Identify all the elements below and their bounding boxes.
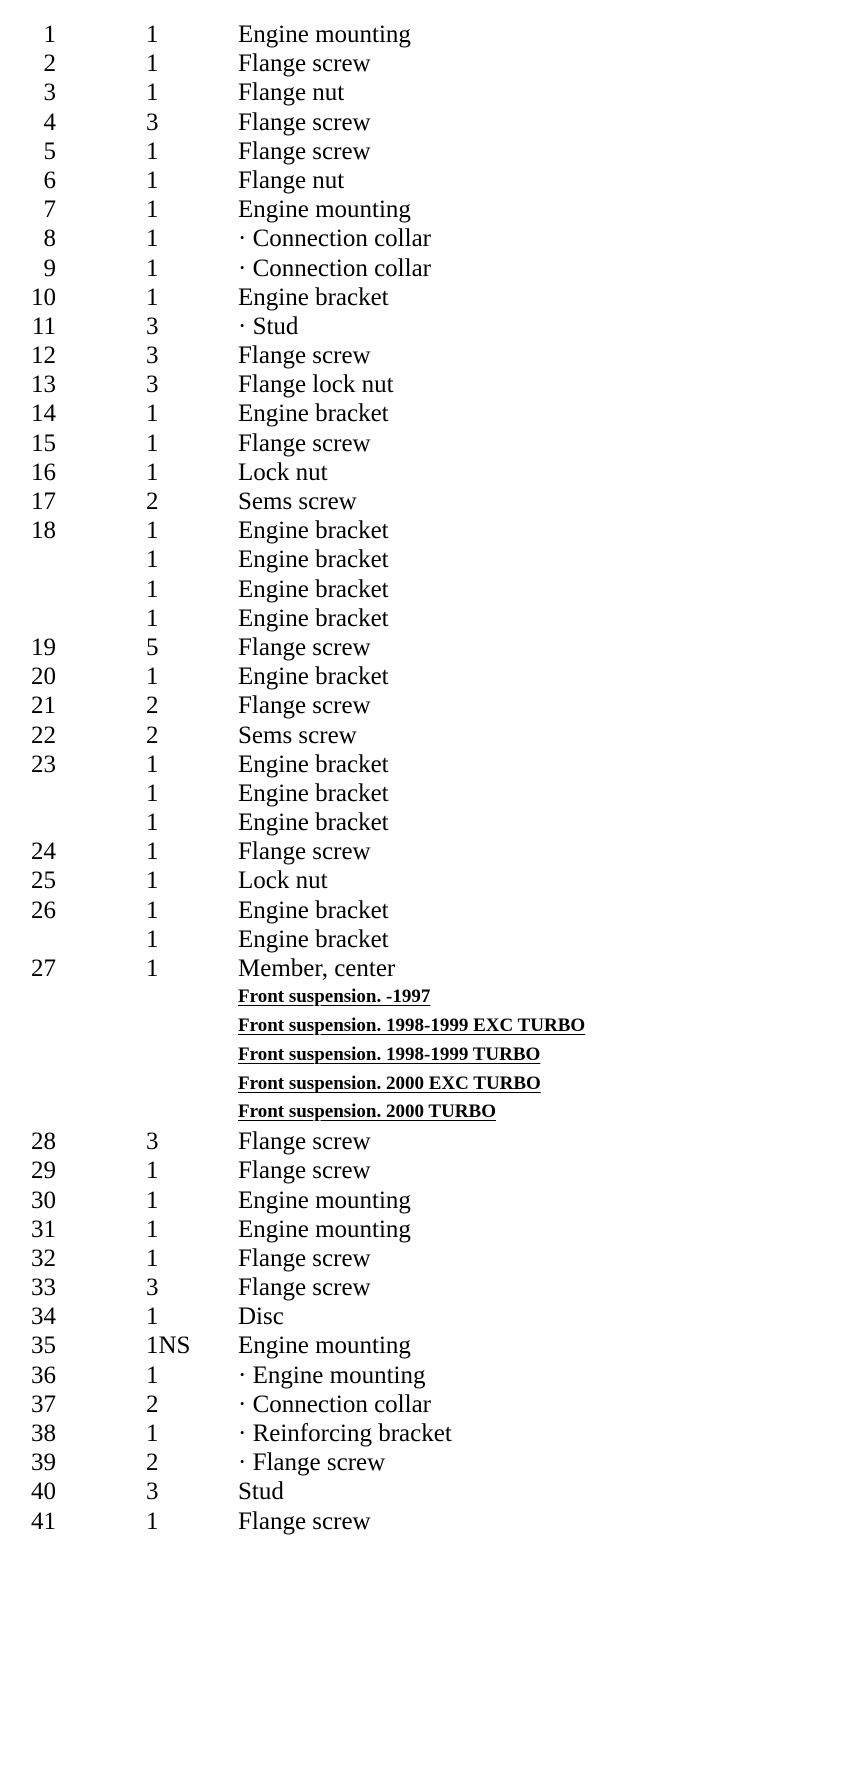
part-description: · Engine mounting — [238, 1361, 426, 1389]
part-description: · Connection collar — [238, 225, 431, 253]
part-quantity: 1 — [146, 1303, 159, 1331]
part-quantity: 1 — [146, 867, 159, 895]
part-row — [0, 1156, 864, 1185]
part-row — [0, 837, 864, 866]
part-description: Engine bracket — [238, 283, 389, 311]
part-quantity: 1 — [146, 166, 159, 194]
part-quantity: 1 — [146, 896, 159, 924]
part-quantity: 3 — [146, 108, 159, 136]
part-number: 2 — [43, 50, 56, 78]
parts-sublist-link-row[interactable] — [0, 1041, 864, 1070]
part-description: Engine bracket — [238, 604, 389, 632]
part-row — [0, 254, 864, 283]
part-quantity: 1 — [146, 1215, 159, 1243]
part-number: 23 — [31, 750, 56, 778]
part-row — [0, 78, 864, 107]
part-number: 31 — [31, 1215, 56, 1243]
sublist-link[interactable]: Front suspension. 2000 TURBO — [238, 1101, 496, 1123]
part-row — [0, 166, 864, 195]
part-number: 22 — [31, 721, 56, 749]
part-description: Lock nut — [238, 458, 328, 486]
part-number: 40 — [31, 1478, 56, 1506]
part-quantity: 1 — [146, 137, 159, 165]
part-description: · Stud — [238, 312, 299, 340]
part-description: Engine bracket — [238, 400, 389, 428]
part-description: Sems screw — [238, 721, 357, 749]
part-row — [0, 20, 864, 49]
part-number: 36 — [31, 1361, 56, 1389]
part-number: 26 — [31, 896, 56, 924]
part-quantity: 2 — [146, 721, 159, 749]
part-number: 16 — [31, 458, 56, 486]
part-quantity: 5 — [146, 633, 159, 661]
part-quantity: 1 — [146, 1244, 159, 1272]
part-row — [0, 545, 864, 574]
part-row — [0, 1215, 864, 1244]
part-row — [0, 866, 864, 895]
part-description: · Connection collar — [238, 1390, 431, 1418]
part-number: 24 — [31, 838, 56, 866]
part-row — [0, 429, 864, 458]
part-number: 12 — [31, 342, 56, 370]
part-description: Lock nut — [238, 867, 328, 895]
part-row — [0, 49, 864, 78]
part-description: Engine bracket — [238, 925, 389, 953]
part-description: Flange nut — [238, 79, 345, 107]
part-quantity: 2 — [146, 488, 159, 515]
part-description: Stud — [238, 1478, 284, 1506]
part-number: 6 — [43, 166, 56, 194]
parts-sublist-link-row[interactable] — [0, 983, 864, 1012]
part-row — [0, 604, 864, 633]
part-quantity: 1 — [146, 225, 159, 253]
part-number: 33 — [31, 1274, 56, 1302]
part-description: Engine bracket — [238, 575, 389, 603]
part-number: 37 — [31, 1390, 56, 1418]
part-number: 34 — [31, 1303, 56, 1331]
part-row — [0, 691, 864, 720]
part-quantity: 1 — [146, 1157, 159, 1185]
part-description: Flange screw — [238, 633, 371, 661]
part-description: Flange screw — [238, 1274, 371, 1302]
part-quantity: 2 — [146, 1390, 159, 1418]
part-quantity: 1 — [146, 21, 159, 48]
part-quantity: 1 — [146, 458, 159, 486]
part-row — [0, 224, 864, 253]
parts-sublist-link-row[interactable] — [0, 1070, 864, 1099]
part-description: Engine bracket — [238, 779, 389, 807]
part-description: Flange screw — [238, 1507, 371, 1535]
part-quantity: 1 — [146, 1361, 159, 1389]
part-quantity: 1 — [146, 838, 159, 866]
part-quantity: 1 — [146, 517, 159, 545]
sublist-link[interactable]: Front suspension. 1998-1999 EXC TURBO — [238, 1014, 586, 1036]
part-quantity: 1 — [146, 429, 159, 457]
part-row — [0, 1361, 864, 1390]
part-number: 19 — [31, 633, 56, 661]
part-description: Engine bracket — [238, 546, 389, 574]
part-quantity: 1 — [146, 604, 159, 632]
part-quantity: 3 — [146, 312, 159, 340]
part-row — [0, 516, 864, 545]
part-row — [0, 633, 864, 662]
part-number: 8 — [43, 225, 56, 253]
part-number: 20 — [31, 663, 56, 691]
part-description: Flange screw — [238, 342, 371, 370]
part-row — [0, 575, 864, 604]
part-number: 4 — [43, 108, 56, 136]
parts-sublist-link-row[interactable] — [0, 1098, 864, 1127]
part-quantity: 1 — [146, 1420, 159, 1448]
part-number: 7 — [43, 196, 56, 224]
part-quantity: 1 — [146, 1186, 159, 1214]
part-row — [0, 779, 864, 808]
part-description: Flange screw — [238, 108, 371, 136]
part-quantity: 1 — [146, 1507, 159, 1535]
part-quantity: 1 — [146, 575, 159, 603]
part-description: Sems screw — [238, 488, 357, 515]
part-quantity: 1NS — [146, 1332, 191, 1360]
part-description: Member, center — [238, 955, 396, 982]
parts-list — [0, 20, 864, 1536]
part-number: 29 — [31, 1157, 56, 1185]
part-quantity: 1 — [146, 50, 159, 78]
part-number: 11 — [31, 312, 56, 340]
part-description: Engine mounting — [238, 1186, 411, 1214]
sublist-link[interactable]: Front suspension. 2000 EXC TURBO — [238, 1072, 541, 1094]
part-quantity: 1 — [146, 546, 159, 574]
part-row — [0, 399, 864, 428]
part-row — [0, 1127, 864, 1156]
part-description: Engine mounting — [238, 196, 411, 224]
part-description: Engine bracket — [238, 809, 389, 837]
part-row — [0, 1302, 864, 1331]
part-number: 14 — [31, 400, 56, 428]
part-row — [0, 896, 864, 925]
part-description: Flange screw — [238, 1128, 371, 1156]
part-number: 41 — [31, 1507, 56, 1535]
part-row — [0, 312, 864, 341]
part-description: Flange lock nut — [238, 371, 394, 399]
part-quantity: 3 — [146, 371, 159, 399]
part-quantity: 3 — [146, 1274, 159, 1302]
part-number: 9 — [43, 254, 56, 282]
part-row — [0, 954, 864, 983]
part-quantity: 1 — [146, 79, 159, 107]
part-number: 38 — [31, 1420, 56, 1448]
part-description: Flange screw — [238, 692, 371, 720]
part-row — [0, 1273, 864, 1302]
part-description: Engine bracket — [238, 517, 389, 545]
part-quantity: 3 — [146, 1128, 159, 1156]
part-row — [0, 137, 864, 166]
part-number: 15 — [31, 429, 56, 457]
part-row — [0, 487, 864, 516]
part-row — [0, 370, 864, 399]
part-quantity: 1 — [146, 196, 159, 224]
part-quantity: 1 — [146, 663, 159, 691]
part-number: 1 — [43, 21, 56, 48]
part-row — [0, 283, 864, 312]
part-quantity: 1 — [146, 283, 159, 311]
part-number: 3 — [43, 79, 56, 107]
part-description: Engine bracket — [238, 663, 389, 691]
part-quantity: 2 — [146, 692, 159, 720]
part-number: 5 — [43, 137, 56, 165]
part-quantity: 1 — [146, 955, 159, 982]
part-description: · Flange screw — [238, 1449, 386, 1477]
part-description: · Reinforcing bracket — [238, 1420, 452, 1448]
part-quantity: 1 — [146, 254, 159, 282]
part-row — [0, 1448, 864, 1477]
part-number: 25 — [31, 867, 56, 895]
part-description: · Connection collar — [238, 254, 431, 282]
part-row — [0, 750, 864, 779]
part-number: 35 — [31, 1332, 56, 1360]
part-description: Flange screw — [238, 1157, 371, 1185]
part-row — [0, 458, 864, 487]
part-row — [0, 1507, 864, 1536]
part-number: 28 — [31, 1128, 56, 1156]
part-row — [0, 341, 864, 370]
part-row — [0, 1331, 864, 1360]
part-row — [0, 808, 864, 837]
part-description: Flange screw — [238, 1244, 371, 1272]
part-description: Flange screw — [238, 429, 371, 457]
part-row — [0, 662, 864, 691]
part-quantity: 1 — [146, 809, 159, 837]
part-description: Engine mounting — [238, 1332, 411, 1360]
part-description: Engine bracket — [238, 896, 389, 924]
part-quantity: 1 — [146, 925, 159, 953]
part-description: Flange screw — [238, 137, 371, 165]
part-row — [0, 1419, 864, 1448]
part-number: 30 — [31, 1186, 56, 1214]
part-row — [0, 195, 864, 224]
part-description: Flange screw — [238, 838, 371, 866]
sublist-link[interactable]: Front suspension. 1998-1999 TURBO — [238, 1043, 541, 1065]
part-description: Disc — [238, 1303, 284, 1331]
part-quantity: 1 — [146, 750, 159, 778]
part-quantity: 3 — [146, 342, 159, 370]
part-description: Engine mounting — [238, 1215, 411, 1243]
part-row — [0, 1477, 864, 1506]
part-number: 21 — [31, 692, 56, 720]
part-row — [0, 721, 864, 750]
part-number: 27 — [31, 955, 56, 982]
part-quantity: 1 — [146, 400, 159, 428]
part-number: 17 — [31, 488, 56, 515]
part-row — [0, 1390, 864, 1419]
part-number: 32 — [31, 1244, 56, 1272]
part-quantity: 3 — [146, 1478, 159, 1506]
part-description: Engine bracket — [238, 750, 389, 778]
part-number: 10 — [31, 283, 56, 311]
part-description: Engine mounting — [238, 21, 411, 48]
part-number: 39 — [31, 1449, 56, 1477]
part-number: 18 — [31, 517, 56, 545]
part-number: 13 — [31, 371, 56, 399]
part-row — [0, 925, 864, 954]
part-description: Flange nut — [238, 166, 345, 194]
part-row — [0, 1244, 864, 1273]
parts-sublist-link-row[interactable] — [0, 1012, 864, 1041]
part-description: Flange screw — [238, 50, 371, 78]
part-row — [0, 1186, 864, 1215]
part-quantity: 1 — [146, 779, 159, 807]
sublist-link[interactable]: Front suspension. -1997 — [238, 986, 431, 1008]
part-quantity: 2 — [146, 1449, 159, 1477]
part-row — [0, 108, 864, 137]
